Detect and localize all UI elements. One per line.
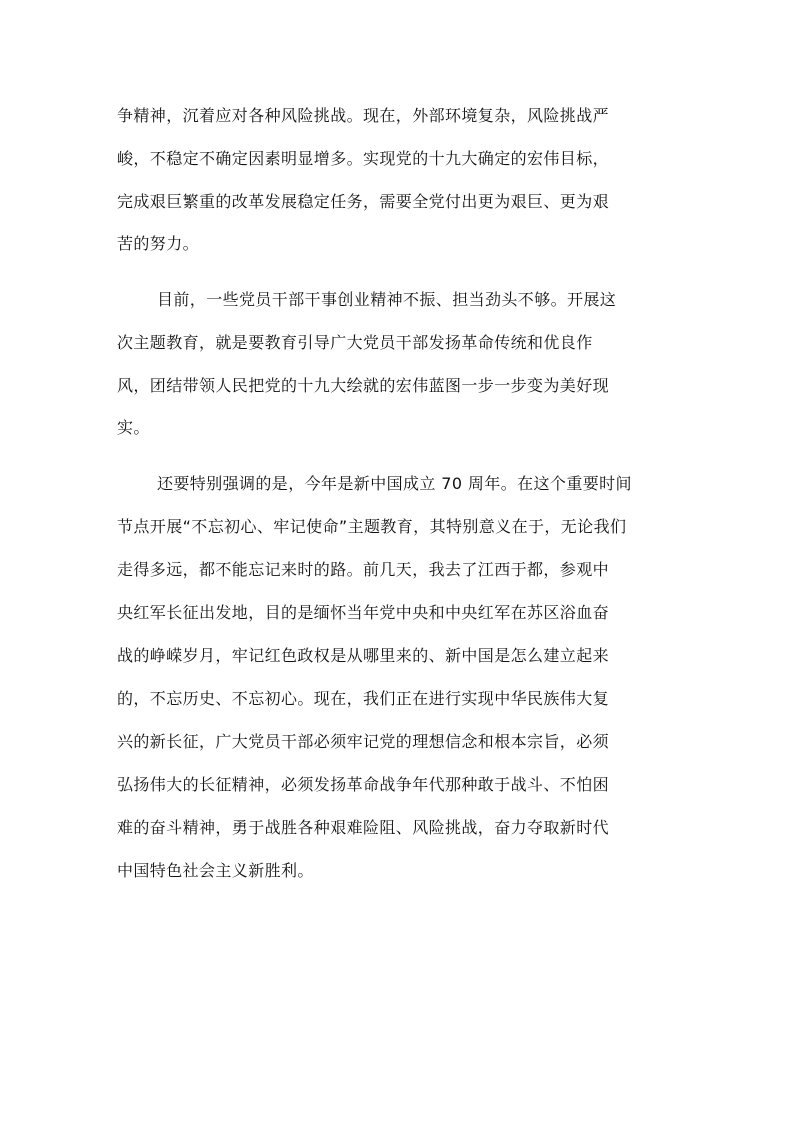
paragraph-3-line-5: 战的峥嵘岁月，牢记红色政权是从哪里来的、新中国是怎么建立起来 [117, 646, 610, 665]
paragraph-2-line-1: 目前，一些党员干部干事创业精神不振、担当劲头不够。开展这 [157, 290, 617, 309]
paragraph-3-line-10: 中国特色社会主义新胜利。 [117, 861, 314, 880]
paragraph-2-line-2: 次主题教育，就是要教育引导广大党员干部发扬革命传统和优良作 [117, 333, 593, 352]
paragraph-3-line-9: 难的奋斗精神，勇于战胜各种艰难险阻、风险挑战，奋力夺取新时代 [117, 818, 610, 837]
paragraph-3-line-8: 弘扬伟大的长征精神，必须发扬革命战争年代那种敢于战斗、不怕困 [117, 775, 610, 794]
paragraph-3-line-6: 的，不忘历史、不忘初心。现在，我们正在进行实现中华民族伟大复 [117, 689, 610, 708]
paragraph-1-line-2: 峻，不稳定不确定因素明显增多。实现党的十九大确定的宏伟目标， [117, 149, 610, 168]
paragraph-3-line-4: 央红军长征出发地，目的是缅怀当年党中央和中央红军在苏区浴血奋 [117, 603, 610, 622]
paragraph-3-line-7: 兴的新长征，广大党员干部必须牢记党的理想信念和根本宗旨，必须 [117, 732, 610, 751]
paragraph-3-line-2: 节点开展“不忘初心、牢记使命”主题教育，其特别意义在于，无论我们 [117, 517, 627, 536]
paragraph-1-line-4: 苦的努力。 [117, 234, 200, 253]
paragraph-3-line-3: 走得多远，都不能忘记来时的路。前几天，我去了江西于都，参观中 [117, 560, 610, 579]
paragraph-1-line-1: 争精神，沉着应对各种风险挑战。现在，外部环境复杂，风险挑战严 [117, 106, 610, 125]
paragraph-2-line-3: 风，团结带领人民把党的十九大绘就的宏伟蓝图一步一步变为美好现 [117, 376, 610, 395]
paragraph-2-line-4: 实。 [117, 418, 150, 437]
paragraph-1-line-3: 完成艰巨繁重的改革发展稳定任务，需要全党付出更为艰巨、更为艰 [117, 192, 610, 211]
paragraph-3-line-1: 还要特别强调的是，今年是新中国成立 70 周年。在这个重要时间 [157, 474, 632, 493]
